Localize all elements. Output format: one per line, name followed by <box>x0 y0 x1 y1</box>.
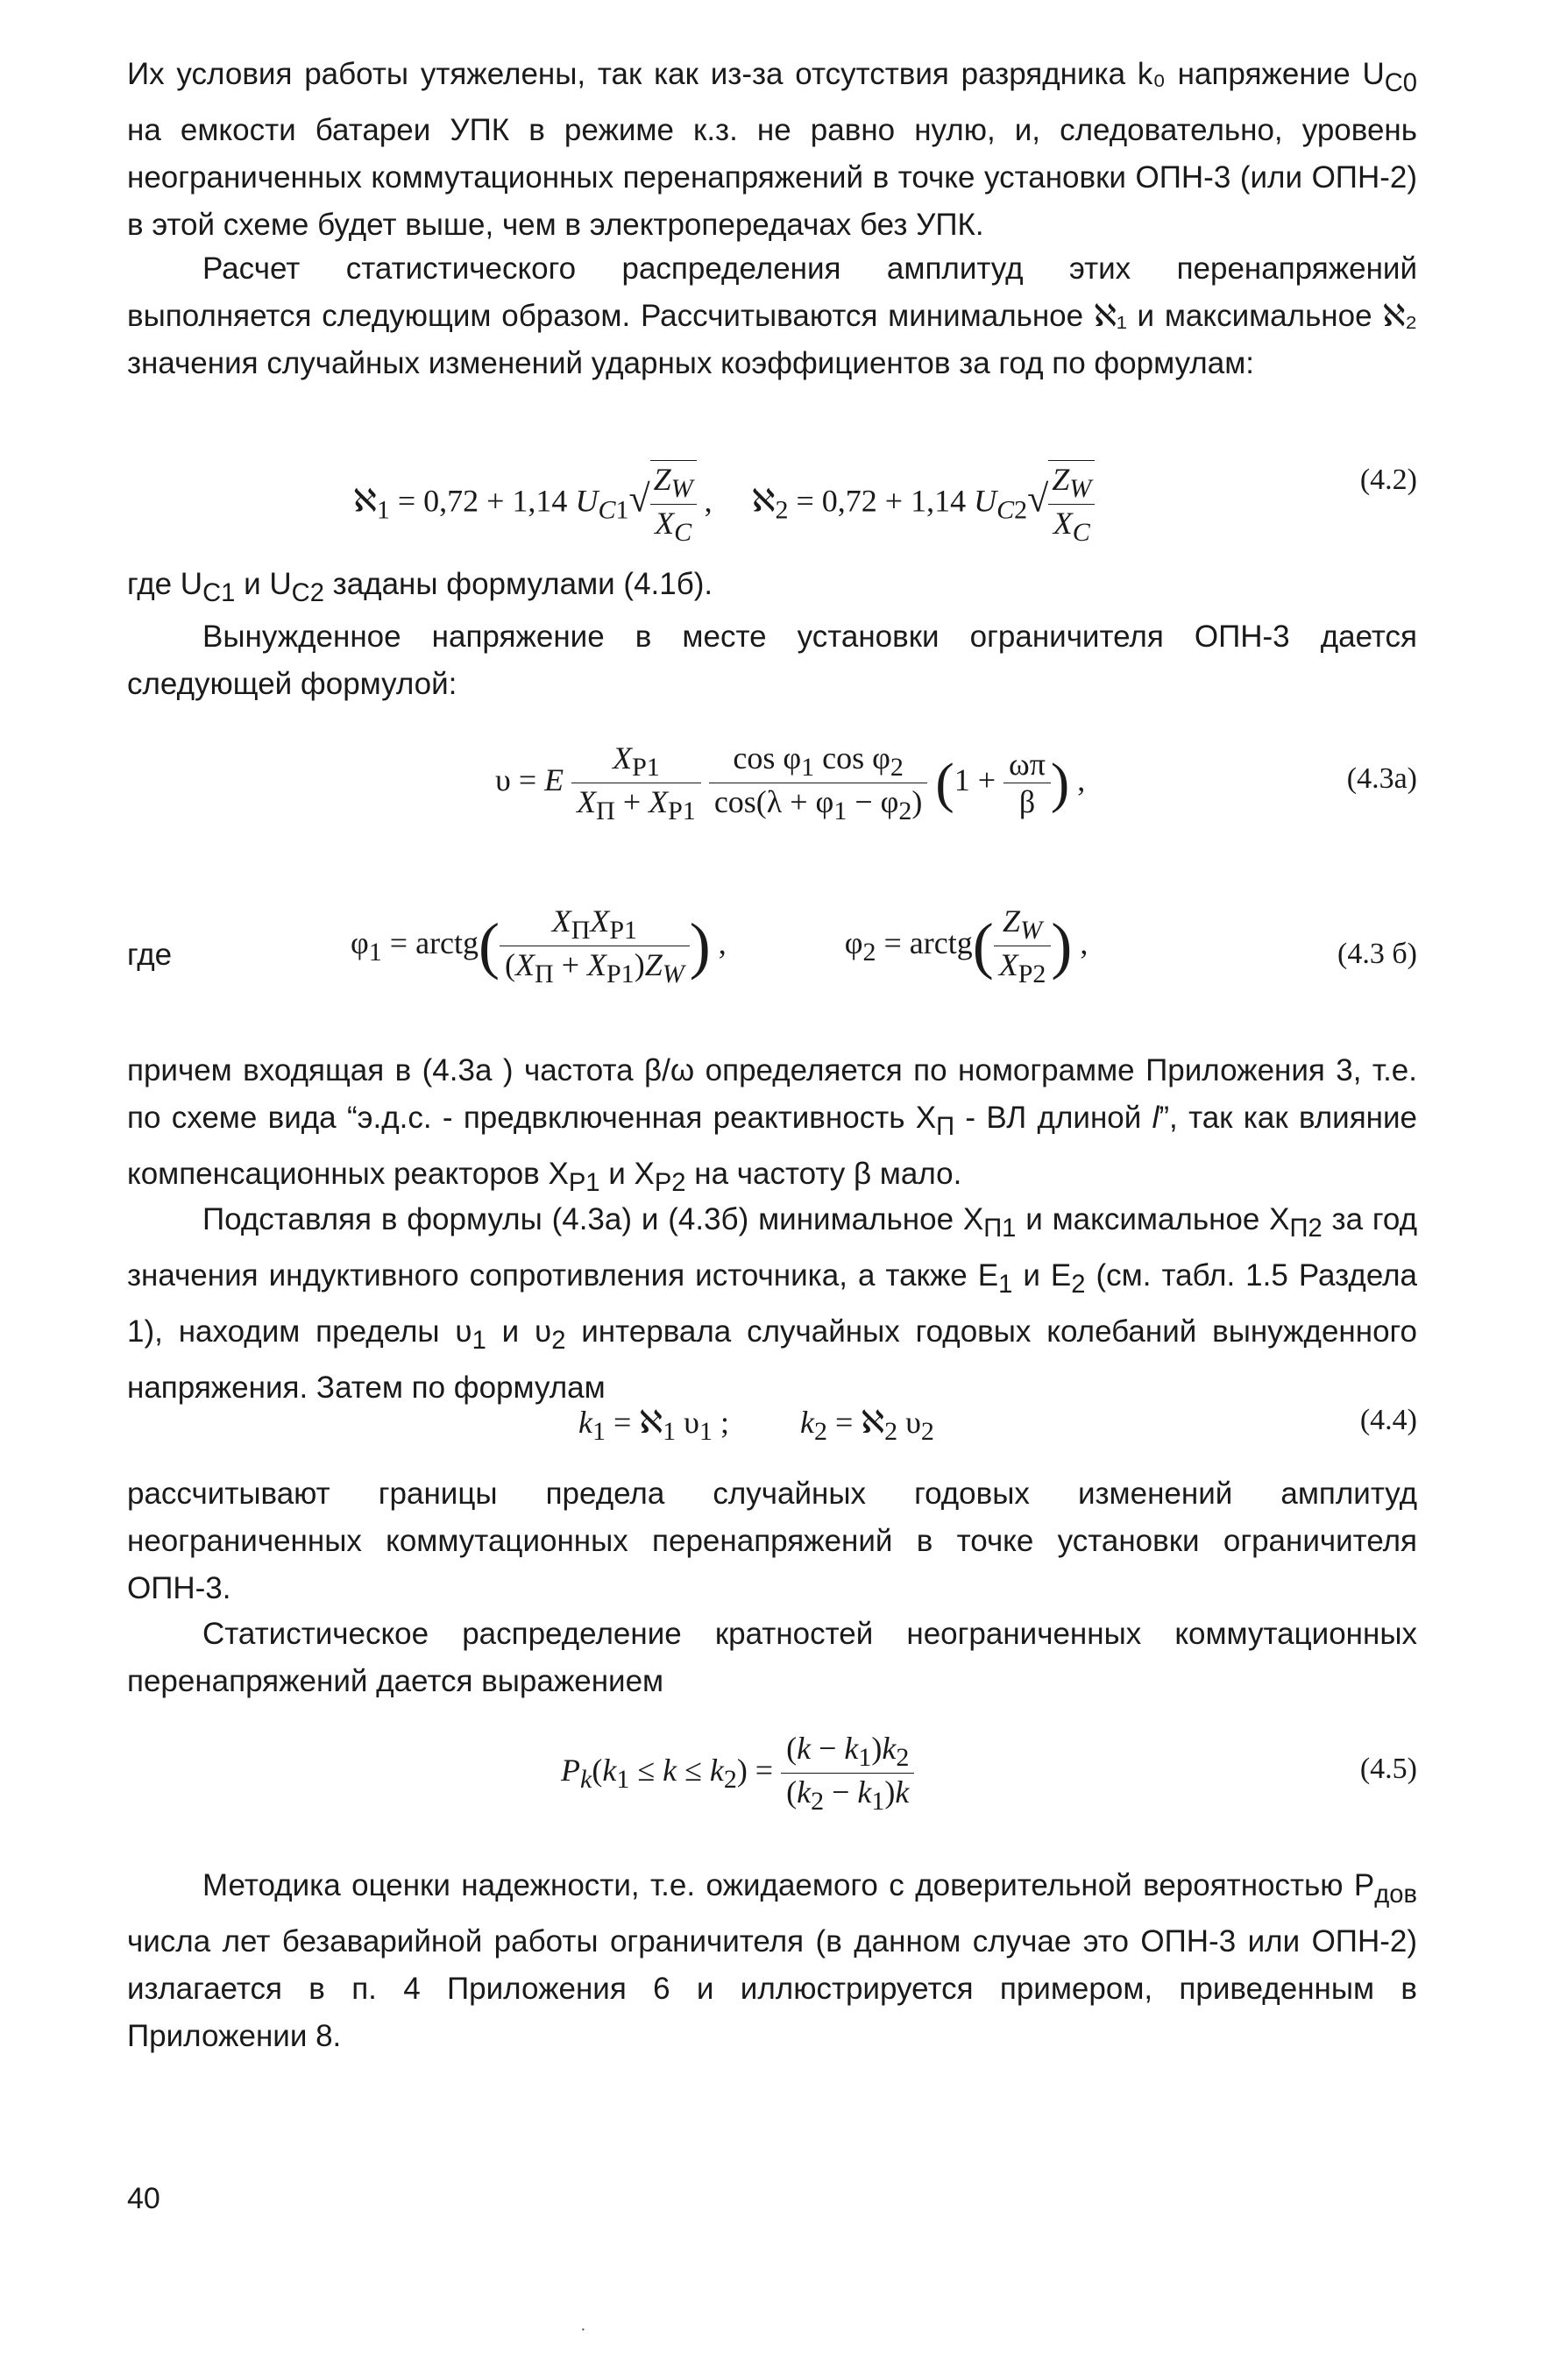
equation-4-3b-lead: где <box>127 938 173 972</box>
equation-4-4-body: $k_1$ = ℵ$_1$ $\upsilon_1$ ; $k_2$ = ℵ$_2$ $\upsilon_2$ <box>578 1405 934 1447</box>
paragraph-1: Их условия работы утяжелены, так как из-за отсутствия разрядника k₀ напряжение $U_{C0}$ на емкости батареи УПК в режиме к.з. не равно нулю, и, следовательно, уровень неограниченных коммутационных перенапряжений в точке установки ОПН-3 (или ОПН-2) в этой схеме будет выше, чем в электропередачах без УПК. <box>127 57 1417 242</box>
page-number: 40 <box>127 2182 160 2215</box>
paragraph-2: Расчет статистического распределения амплитуд этих перенапряжений выполняется следующим образом. Рассчитываются минимальное ℵ₁ и максимальное ℵ₂ значения случайных изменений ударных коэффициентов за год по формулам: <box>127 251 1417 380</box>
paragraph-5: причем входящая в (4.3а ) частота β/ω определяется по номограмме Приложения 3, т.е. по схеме вида “э.д.с. - предвключенная реактивность $X_П$ - ВЛ длиной l”, так как влияние компенсационных реакторов $X_{P1}$ и $X_{P2}$ на частоту β мало. <box>127 1053 1418 1197</box>
paragraph-3: где $U_{C1}$ и $U_{C2}$ заданы формулами (4.1б). <box>127 567 713 607</box>
equation-4-4 <box>127 1400 1417 1453</box>
equation-4-3a <box>127 727 1417 824</box>
equation-4-2-number: (4.2) <box>1359 464 1417 496</box>
paragraph-4: Вынужденное напряжение в месте установки ограничителя ОПН-3 дается следующей формулой: <box>127 620 1417 701</box>
paragraph-7: рассчитывают границы предела случайных годовых изменений амплитуд неограниченных коммутационных перенапряжений в точке установки ограничителя ОПН-3. <box>127 1477 1417 1605</box>
equation-4-5-body: $P_k(k_1 \le k \le k_2)$ = $\frac{(k - k_1)k_2}{(k_2 - k_1)k}$ <box>561 1730 914 1817</box>
equation-4-3a-number: (4.3а) <box>1346 762 1417 795</box>
equation-4-2-body: ℵ$_1$ = 0,72 + 1,14 $U_{C1}√$ $\frac{Z_W}{X_C}$ , ℵ$_2$ = 0,72 + 1,14 $U_{C2}√$ $\frac{Z_W}{X_C}$ <box>353 460 1095 548</box>
paragraph-8: Статистическое распределение кратностей неограниченных коммутационных перенапряжений дается выражением <box>127 1617 1417 1698</box>
equation-4-3b-number: (4.3 б) <box>1337 938 1417 970</box>
equation-4-3a-body: υ = E $X_{P1}$ $X_П + X_{P1}$ $\frac{\cos \varphi_1 \cos \varphi_2}{\cos(\lambda + \varphi_1 - \varphi_2)}$ (1 + $\frac{\omega\pi}{\beta}$ ) , <box>495 740 1086 826</box>
paragraph-6: Подставляя в формулы (4.3а) и (4.3б) минимальное $X_{П1}$ и максимальное $X_{П2}$ за год значения индуктивного сопротивления источника, а также $E_1$ и $E_2$ (см. табл. 1.5 Раздела 1), находим пределы $\upsilon_1$ и $\upsilon_2$ интервала случайных годовых колебаний вынужденного напряжения. Затем по формулам <box>127 1202 1418 1405</box>
scan-speck: · <box>580 2320 586 2340</box>
equation-4-4-number: (4.4) <box>1359 1404 1417 1436</box>
equation-4-3b <box>127 894 1417 999</box>
equation-4-5-number: (4.5) <box>1359 1753 1417 1785</box>
paragraph-9: Методика оценки надежности, т.е. ожидаемого с доверительной вероятностью $P_{дов}$ числа лет безаварийной работы ограничителя (в данном случае это ОПН-3 или ОПН-2) излагается в п. 4 Приложения 6 и иллюстрируется примером, приведенным в Приложении 8. <box>127 1868 1417 2053</box>
equation-4-3b-body: $\varphi_1$ = arctg( $X_ПX_{P1}$ $(X_П + X_{P1})Z_W$ ) , $\varphi_2$ = arctg( $\frac{Z_W}{X_{P2}}$ ) , <box>351 903 1089 989</box>
equation-4-5 <box>127 1718 1417 1817</box>
equation-4-2 <box>127 443 1417 548</box>
